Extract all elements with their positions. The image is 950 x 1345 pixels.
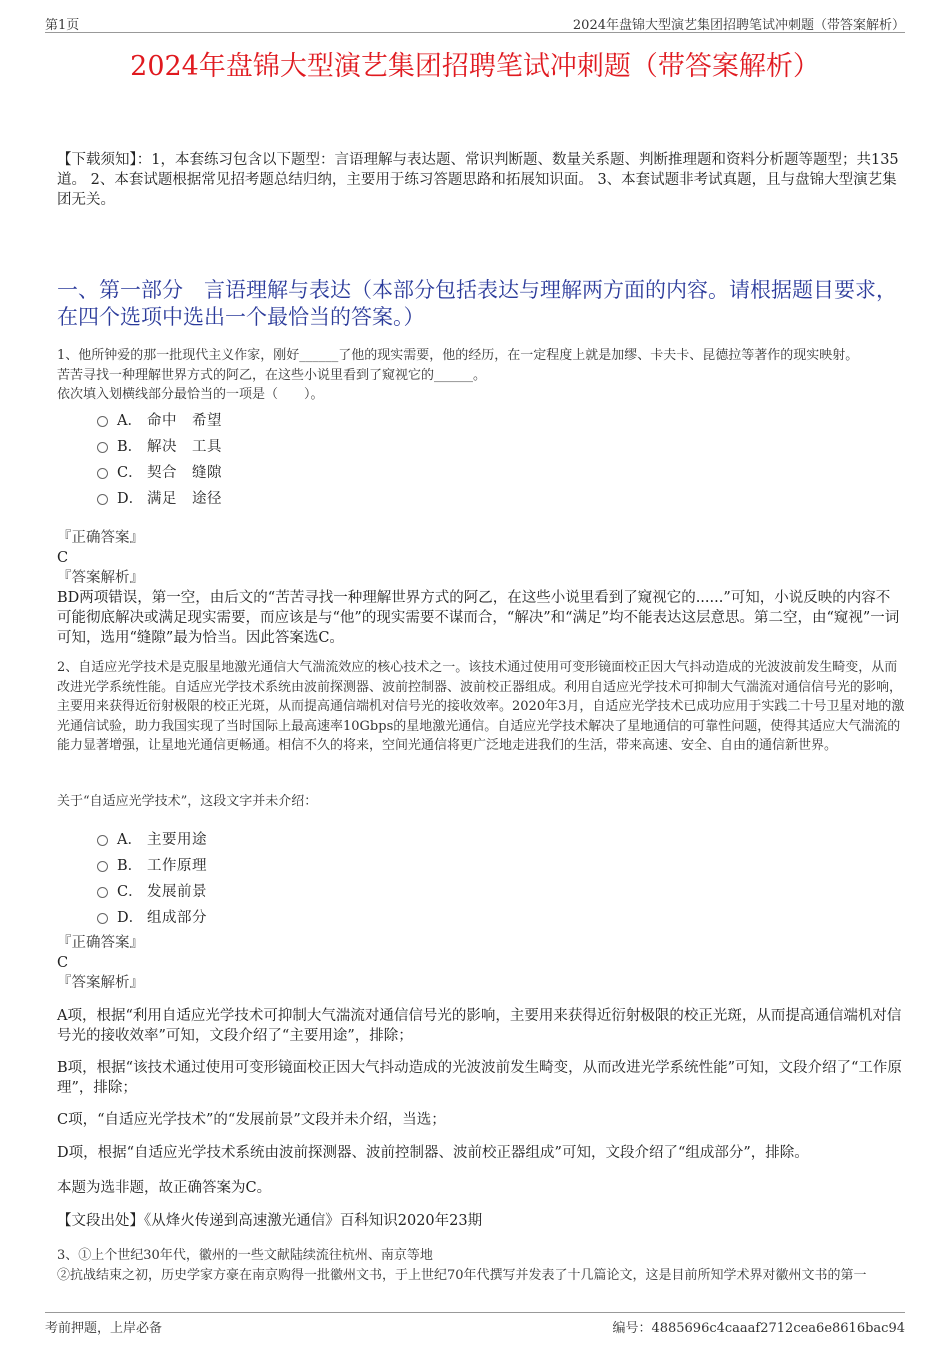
q2-analysis-label: 『答案解析』 bbox=[57, 975, 144, 991]
q2-options bbox=[97, 825, 207, 929]
q2-analysis-a: A项，根据“利用自适应光学技术可抑制大气湍流对通信信号光的影响，主要用来获得近衍射极限的校正光斑，从而提高通信端机对信号光的接收效率”可知，文段介绍了“主要用途”，排除； bbox=[57, 1008, 902, 1044]
radio-icon[interactable] bbox=[97, 861, 108, 872]
q1-analysis: BD两项错误，第一空，由后文的“苦苦寻找一种理解世界方式的阿乙，在这些小说里看到了窥视它的......”可知，小说反映的内容不可能彻底解决或满足现实需要，而应该是与“他”的现实需要不谋而合，“解决”和“满足”均不能表达这层意思。第二空，由“窥视”一词可知，选用“缝隙”最为恰当。因此答案选C。 bbox=[57, 590, 900, 646]
q3-line-2: ②抗战结束之初，历史学家方豪在南京购得一批徽州文书，于上世纪70年代撰写并发表了十几篇论文，这是目前所知学术界对徽州文书的第一 bbox=[57, 1267, 867, 1283]
radio-icon[interactable] bbox=[97, 442, 108, 453]
q1-option-a[interactable]: A． 命中 希望 bbox=[97, 406, 222, 432]
q1-line-2: 苦苦寻找一种理解世界方式的阿乙，在这些小说里看到了窥视它的______。 bbox=[57, 367, 487, 383]
question-1-stem bbox=[57, 346, 907, 405]
page-header bbox=[45, 12, 905, 33]
question-3-stem bbox=[57, 1246, 907, 1285]
radio-icon[interactable] bbox=[97, 887, 108, 898]
q2-analysis-d: D项，根据“自适应光学技术系统由波前探测器、波前控制器、波前校正器组成”可知，文段介绍了“组成部分”，排除。 bbox=[57, 1145, 809, 1161]
radio-icon[interactable] bbox=[97, 913, 108, 924]
q1-line-1: 1、他所钟爱的那一批现代主义作家，刚好______了他的现实需要，他的经历，在一定程度上就是加缪、卡夫卡、昆德拉等著作的现实映射。 bbox=[57, 348, 859, 363]
q2-option-a[interactable]: A． 主要用途 bbox=[97, 825, 207, 851]
q2-answer-block bbox=[57, 933, 902, 993]
q2-analysis-c: C项，“自适应光学技术”的“发展前景”文段并未介绍，当选； bbox=[57, 1112, 446, 1128]
radio-icon[interactable] bbox=[97, 468, 108, 479]
page-number: 第1页 bbox=[45, 18, 80, 33]
q2-conclusion: 本题为选非题，故正确答案为C。 bbox=[57, 1180, 272, 1196]
q1-answer: C bbox=[57, 550, 69, 566]
question-2-prompt: 关于“自适应光学技术”，这段文字并未介绍： bbox=[57, 794, 318, 809]
q1-line-3: 依次填入划横线部分最恰当的一项是（ ）。 bbox=[57, 387, 324, 402]
radio-icon[interactable] bbox=[97, 416, 108, 427]
q1-option-d[interactable]: D． 满足 途径 bbox=[97, 484, 222, 510]
q2-option-c[interactable]: C． 发展前景 bbox=[97, 877, 207, 903]
q2-option-d[interactable]: D． 组成部分 bbox=[97, 903, 207, 929]
q2-analysis-b: B项，根据“该技术通过使用可变形镜面校正因大气抖动造成的光波波前发生畸变，从而改进光学系统性能”可知，文段介绍了“工作原理”，排除； bbox=[57, 1060, 902, 1096]
footer-slogan: 考前押题，上岸必备 bbox=[45, 1321, 163, 1336]
download-notice: 【下载须知】：1，本套练习包含以下题型：言语理解与表达题、常识判断题、数量关系题、判断推理题和资料分析题等题型；共135道。 2、本套试题根据常见招考题总结归纳，主要用于练习答题思路和拓展知识面。 3、本套试题非考试真题，且与盘锦大型演艺集团无关。 bbox=[57, 152, 899, 208]
q3-line-1: 3、①上个世纪30年代，徽州的一些文献陆续流往杭州、南京等地 bbox=[57, 1248, 433, 1263]
footer-doc-id: 编号：4885696c4caaaf2712cea6e8616bac94 bbox=[612, 1321, 905, 1336]
radio-icon[interactable] bbox=[97, 835, 108, 846]
radio-icon[interactable] bbox=[97, 494, 108, 505]
q2-option-b[interactable]: B． 工作原理 bbox=[97, 851, 207, 877]
q1-answer-label: 『正确答案』 bbox=[57, 530, 144, 546]
q2-source: 【文段出处】《从烽火传递到高速激光通信》百科知识2020年23期 bbox=[57, 1213, 483, 1229]
q1-answer-block bbox=[57, 528, 902, 648]
section-heading: 一、第一部分 言语理解与表达（本部分包括表达与理解两方面的内容。请根据题目要求，在四个选项中选出一个最恰当的答案。） bbox=[57, 278, 897, 329]
page-title: 2024年盘锦大型演艺集团招聘笔试冲刺题（带答案解析） bbox=[130, 51, 820, 82]
q2-answer-label: 『正确答案』 bbox=[57, 935, 144, 951]
q2-answer: C bbox=[57, 955, 69, 971]
page-footer bbox=[45, 1312, 905, 1335]
q1-option-b[interactable]: B． 解决 工具 bbox=[97, 432, 222, 458]
q1-options bbox=[97, 406, 222, 510]
q1-option-c[interactable]: C． 契合 缝隙 bbox=[97, 458, 222, 484]
header-doc-title: 2024年盘锦大型演艺集团招聘笔试冲刺题（带答案解析） bbox=[572, 18, 905, 33]
q1-analysis-label: 『答案解析』 bbox=[57, 570, 144, 586]
question-2-stem: 2、自适应光学技术是克服星地激光通信大气湍流效应的核心技术之一。该技术通过使用可变形镜面校正因大气抖动造成的光波波前发生畸变，从而改进光学系统性能。自适应光学技术系统由波前探测器、波前控制器、波前校正器组成。利用自适应光学技术可抑制大气湍流对通信信号光的影响，主要用来获得近衍射极限的校正光斑，从而提高通信端机对信号光的接收效率。2020年3月，自适应光学技术已成功应用于实践二十号卫星对地的激光通信试验，助力我国实现了当时国际上最高速率10Gbps的星地激光通信。自适应光学技术解决了星地通信的可靠性问题，使得其适应大气湍流的能力显著增强，让星地光通信更畅通。相信不久的将来，空间光通信将更广泛地走进我们的生活，带来高速、安全、自由的通信新世界。 bbox=[57, 660, 905, 753]
